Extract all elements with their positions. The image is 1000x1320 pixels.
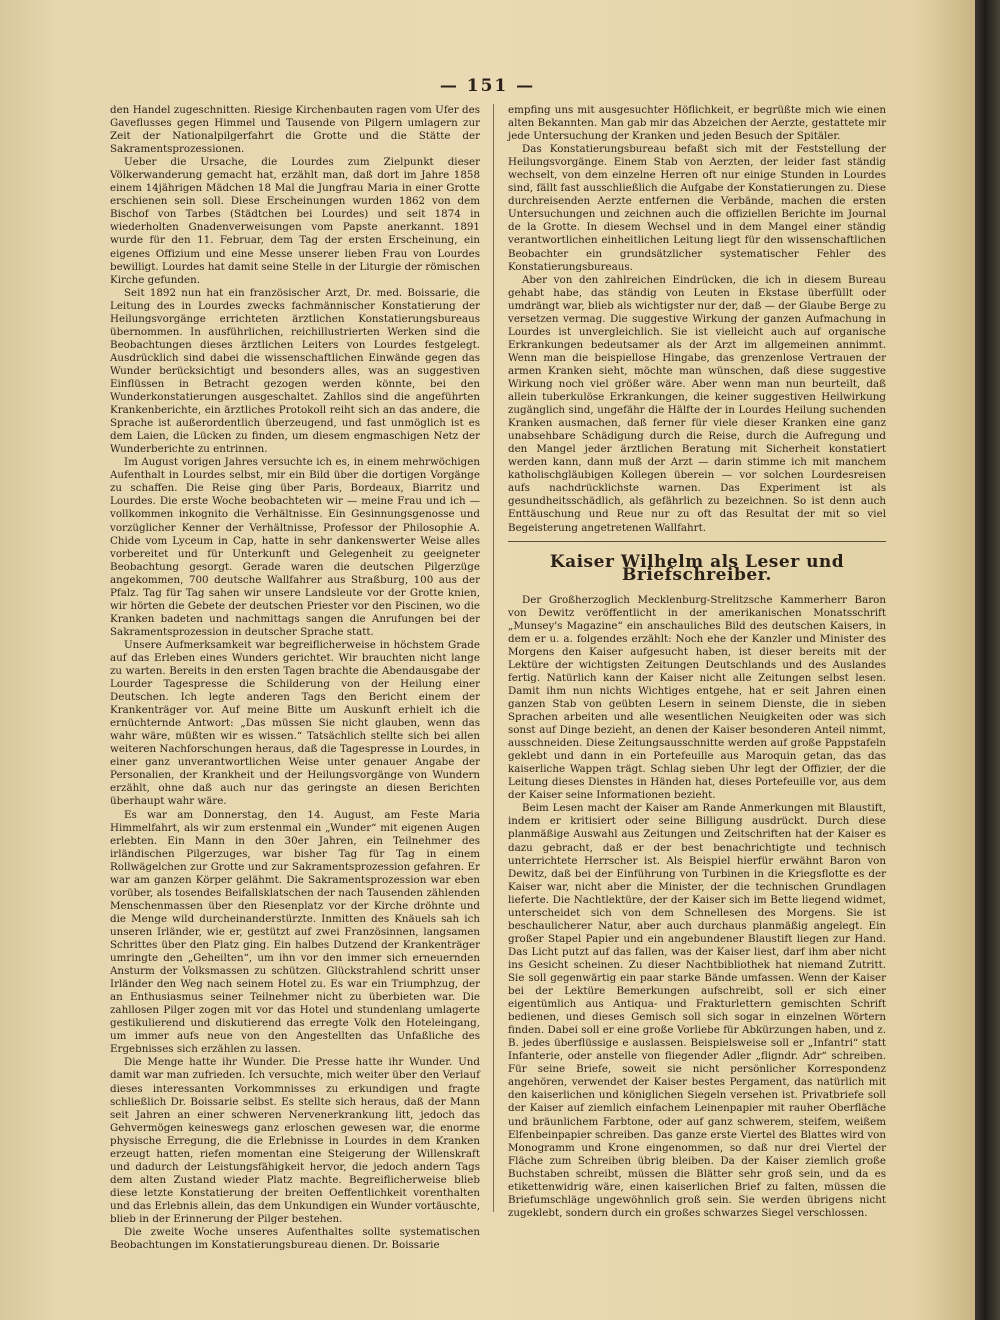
- section-divider: [508, 541, 886, 542]
- paragraph: Seit 1892 nun hat ein französischer Arzt, Dr. med. Boissarie, die Leitung des in Lourdes zwecks fachmännischer Konstatierung der Heilungsvorgänge errichteten ärztlichen Konstatierungsbureaus übernommen. In ausführlichen, reichillustrierten Werken sind die Beobachtungen dieses ärztlichen Leiters von Lourdes festgelegt. Ausdrücklich sind dabei die wissenschaftlichen Einwände gegen das Wunder berücksichtigt und besonders alles, was an suggestiven Einflüssen in Betracht gezogen werden könnte, bei den Wunderkonstatierungen ausgeschaltet. Zahllos sind die angeführten Krankenberichte, ein ärztliches Protokoll reiht sich an das andere, die Sprache ist außerordentlich überzeugend, und fast unmöglich ist es dem Laien, die Lücken zu finden, um diesem engmaschigen Netz der Wunderberichte zu entrinnen.: [110, 286, 480, 456]
- paragraph: Beim Lesen macht der Kaiser am Rande Anmerkungen mit Blaustift, indem er kritisiert oder seine Billigung ausdrückt. Durch diese planmäßige Auswahl aus Zeitungen und Zeitschriften hat der Kaiser es dazu gebracht, daß er der best benachrichtigte und technisch unterrichtete Herrscher ist. Als Beispiel hierfür erwähnt Baron von Dewitz, daß bei der Einführung von Turbinen in die Kriegsflotte es der Kaiser war, nicht aber die Minister, der die technischen Grundlagen lieferte. Die Nachtlektüre, der der Kaiser sich im Bette liegend widmet, unterscheidet sich von dem Schnellesen des Morgens. Sie ist beschaulicherer Natur, aber auch durchaus planmäßig angelegt. Ein großer Stapel Papier und ein angebundener Blaustift liegen zur Hand. Das Licht putzt auf das fallen, was der Kaiser liest, darf ihm aber nicht ins Gesicht scheinen. Zu dieser Nachtbibliothek hat niemand Zutritt. Sie soll gegenwärtig ein paar starke Bände umfassen. Wenn der Kaiser bei der Lektüre Bemerkungen aufschreibt, soll er sich einer eigentümlich aus Antiqua- und Frakturlettern gemischten Schrift bedienen, und dieses Gemisch soll sich sogar in einzelnen Wörtern finden. Dabei soll er eine große Vorliebe für Abkürzungen haben, und z. B. jedes überflüssige e auslassen. Beispielsweise soll er „Infantri“ statt Infanterie, oder anstelle von fliegender Adler „fligndr. Adr“ schreiben. Für seine Briefe, soweit sie nicht persönlicher Korrespondenz angehören, verwendet der Kaiser bestes Pergament, das natürlich mit den kaiserlichen und königlichen Siegeln versehen ist. Privatbriefe soll der Kaiser auf ziemlich einfachem Leinenpapier mit rauher Oberfläche und bräunlichem Farbtone, oder auf ganz schwerem, steifem, weißem Elfenbeinpapier schreiben. Das ganze erste Viertel des Blattes wird von Monogramm und Krone eingenommen, so daß nur drei Viertel der Fläche zum Schreiben übrig bleiben. Da der Kaiser ziemlich große Buchstaben schreibt, müssen die Blätter sehr groß sein, und da es etikettenwidrig wäre, einen kaiserlichen Brief zu falten, müssen die Briefumschläge ungewöhnlich groß sein. Sie werden übrigens nicht zugeklebt, sondern durch ein großes schwarzes Siegel verschlossen.: [508, 802, 886, 1219]
- page-number: — 151 —: [439, 76, 536, 96]
- left-column: [110, 104, 480, 1252]
- paragraph: Im August vorigen Jahres versuchte ich es, in einem mehrwöchigen Aufenthalt in Lourdes selbst, mir ein Bild über die dortigen Vorgänge zu schaffen. Die Reise ging über Paris, Bordeaux, Biarritz und Lourdes. Die erste Woche beobachteten wir — meine Frau und ich — vollkommen inkognito die Verhältnisse. Ein Gesinnungsgenosse und vorzüglicher Kenner der Verhältnisse, Professor der Philosophie A. Chide vom Lyceum in Cap, hatte in sehr dankenswerter Weise alles vorbereitet und für Unterkunft und Gelegenheit zu geeigneter Beobachtung gesorgt. Gerade waren die deutschen Pilgerzüge angekommen, 700 deutsche Wallfahrer aus Straßburg, 100 aus der Pfalz. Tag für Tag sahen wir unsere Landsleute vor der Grotte knien, wir hörten die Gebete der deutschen Priester vor den Piscinen, wo die Kranken badeten und nachmittags sangen die Anrufungen bei der Sakramentsprozession in deutscher Sprache statt.: [110, 456, 480, 638]
- paragraph: den Handel zugeschnitten. Riesige Kirchenbauten ragen vom Ufer des Gaveflusses gegen Himmel und Tausende von Pilgern umlagern zur Zeit der Nationalpilgerfahrt die Grotte und die Stätte der Sakramentsprozessionen.: [110, 104, 480, 156]
- binding-edge: [975, 0, 1000, 1320]
- paragraph: Es war am Donnerstag, den 14. August, am Feste Maria Himmelfahrt, als wir zum erstenmal ein „Wunder“ mit eigenen Augen erlebten. Ein Mann in den 30er Jahren, ein Teilnehmer des irländischen Pilgerzuges, war bisher Tag für Tag in einem Rollwägelchen zur Grotte und zur Sakramentsprozession gefahren. Er war am ganzen Körper gelähmt. Die Sakramentsprozession war eben vorüber, als tosendes Beifallsklatschen der nach Tausenden zählenden Menschenmassen über den Riesenplatz vor der Kirche dröhnte und die Menge wild durcheinanderstürzte. Inmitten des Knäuels sah ich unseren Irländer, wie er, gestützt auf zwei Französinnen, langsamen Schrittes über den Platz ging. Ein halbes Dutzend der Krankenträger umringte den „Geheilten“, um ihn vor den immer sich erneuernden Ansturm der Volksmassen zu schützen. Glückstrahlend schritt unser Irländer den Weg nach seinem Hotel zu. Es war ein Triumphzug, der an Enthusiasmus seiner Teilnehmer nicht zu überbieten war. Die zahllosen Pilger zogen mit vor das Hotel und stundenlang umlagerte gestikulierend und diskutierend das erregte Volk den Hoteleingang, um immer aufs neue von den Angestellten das Unfaßliche des Ergebnisses sich erzählen zu lassen.: [110, 808, 480, 1056]
- paragraph: Ueber die Ursache, die Lourdes zum Zielpunkt dieser Völkerwanderung gemacht hat, erzählt man, daß dort im Jahre 1858 einem 14jährigen Mädchen 18 Mal die Jungfrau Maria in einer Grotte erschienen sein soll. Diese Erscheinungen wurden 1862 von dem Bischof von Tarbes (Städtchen bei Lourdes) und seit 1874 in wiederholten Gnadenverweisungen vom Papste anerkannt. 1891 wurde für den 11. Februar, dem Tag der ersten Erscheinung, ein eigenes Offizium und eine Messe unserer lieben Frau von Lourdes bewilligt. Lourdes hat damit seine Stelle in der Liturgie der römischen Kirche gefunden.: [110, 156, 480, 286]
- article-heading: Kaiser Wilhelm als Leser und Briefschreiber.: [549, 551, 845, 585]
- right-column: [508, 104, 886, 1220]
- paragraph: Die Menge hatte ihr Wunder. Die Presse hatte ihr Wunder. Und damit war man zufrieden. Ich versuchte, mich weiter über den Verlauf dieses interessanten Vorkommnisses zu erkundigen und fragte schließlich Dr. Boissarie selbst. Es stellte sich heraus, daß der Mann seit Jahren an einer schweren Nervenerkrankung litt, jedoch das Gehvermögen keineswegs ganz erloschen gewesen war, die enorme physische Erregung, die die Erlebnisse in Lourdes in dem Kranken erzeugt hatten, riefen momentan eine Steigerung der Willenskraft und dadurch der Leistungsfähigkeit hervor, die jedoch andern Tags dem alten Zustand wieder Platz machte. Begreiflicherweise blieb diese letzte Konstatierung der breiten Oeffentlichkeit vorenthalten und das Erlebnis allein, das dem Unkundigen ein Wunder vortäuschte, blieb in der Erinnerung der Pilger bestehen.: [110, 1056, 480, 1225]
- paragraph: Der Großherzoglich Mecklenburg-Strelitzsche Kammerherr Baron von Dewitz veröffentlicht in der amerikanischen Monatsschrift „Munsey's Magazine“ ein anschauliches Bild des deutschen Kaisers, in dem er u. a. folgendes erzählt: Noch ehe der Kanzler und Minister des Morgens den Kaiser aufgesucht haben, ist dieser bereits mit der Lektüre der wichtigsten Zeitungen Deutschlands und des Auslandes fertig. Natürlich kann der Kaiser nicht alle Zeitungen selbst lesen. Damit ihm nun nichts Wichtiges entgehe, hat er seit Jahren einen ganzen Stab von geübten Lesern in seinem Dienste, die in sieben Sprachen arbeiten und alle wesentlichen Neuigkeiten oder was sich sonst auf Dinge bezieht, an denen der Kaiser besonderen Anteil nimmt, ausschneiden. Diese Zeitungsausschnitte werden auf große Pappstafeln geklebt und dann in ein Portefeuille aus Maroquin getan, das das kaiserliche Wappen trägt. Schlag sieben Uhr legt der Offizier, der die Leitung dieses Dienstes in Händen hat, dieses Portefeuille vor, aus dem der Kaiser seine Informationen bezieht.: [508, 593, 886, 802]
- paragraph: Aber von den zahlreichen Eindrücken, die ich in diesem Bureau gehabt habe, das ständig von Leuten in Ekstase überfüllt oder umdrängt war, blieb als wichtigster nur der, daß — der Glaube Berge zu versetzen vermag. Die suggestive Wirkung der ganzen Aufmachung in Lourdes ist unvergleichlich. Sie ist vielleicht auch auf organische Erkrankungen bedeutsamer als der Arzt im allgemeinen annimmt. Wenn man die beispiellose Hingabe, das grenzenlose Vertrauen der armen Kranken sieht, möchte man wünschen, daß diese suggestive Wirkung noch viel größer wäre. Aber wenn man nun beurteilt, daß allein tuberkulöse Erkrankungen, die keiner suggestiven Heilwirkung zugänglich sind, ungefähr die Hälfte der in Lourdes Heilung suchenden Kranken ausmachen, daß ferner für viele dieser Kranken eine ganz unabsehbare Schädigung durch die Reise, durch die Aufregung und den Mangel jeder ärztlichen Beratung mit Sicherheit konstatiert werden kann, dann muß der Arzt — darin stimme ich mit manchem katholischgläubigen Kollegen überein — vor solchen Lourdesreisen aufs nachdrücklichste warnen. Das Experiment ist als gesundheitsschädlich, als gefährlich zu bezeichnen. So ist denn auch Enttäuschung und Reue nur zu oft das Resultat der mit so viel Begeisterung angetretenen Wallfahrt.: [508, 273, 886, 534]
- paragraph: Die zweite Woche unseres Aufenthaltes sollte systematischen Beobachtungen im Konstatierungsbureau dienen. Dr. Boissarie: [110, 1226, 480, 1252]
- column-divider: [493, 104, 494, 1212]
- paragraph: empfing uns mit ausgesuchter Höflichkeit, er begrüßte mich wie einen alten Bekannten. Man gab mir das Abzeichen der Aerzte, gestattete mir jede Untersuchung der Kranken und jeden Besuch der Spitäler.: [508, 104, 886, 143]
- paragraph: Das Konstatierungsbureau befaßt sich mit der Feststellung der Heilungsvorgänge. Einem Stab von Aerzten, der leider fast ständig wechselt, von dem einzelne Herren oft nur einige Stunden in Lourdes sind, fällt fast ausschließlich die Aufgabe der Konstatierungen zu. Diese durchreisenden Aerzte entfernen die Verbände, machen die ersten Untersuchungen und zeichnen auch die offiziellen Berichte im Journal de la Grotte. In diesem Wechsel und in dem Mangel einer ständig verantwortlichen einheitlichen Leitung liegt für den wissenschaftlichen Beobachter ein grundsätzlicher systematischer Fehler des Konstatierungsbureaus.: [508, 143, 886, 273]
- paragraph: Unsere Aufmerksamkeit war begreiflicherweise in höchstem Grade auf das Erleben eines Wunders gerichtet. Wir brauchten nicht lange zu warten. Bereits in den ersten Tagen brachte die Abendausgabe der Lourder Tagespresse die Schilderung von der Heilung einer Deutschen. Ich legte anderen Tags den Bericht einem der Krankenträger vor. Auf meine Bitte um Auskunft erhielt ich die ernüchternde Antwort: „Das müssen Sie nicht glauben, wenn das wahr wäre, müßten wir es wissen.“ Tatsächlich stellte sich bei allen weiteren Nachforschungen heraus, daß die Tagespresse in Lourdes, in einer ganz unverantwortlichen Weise unter genauer Angabe der Personalien, der Krankheit und der Heilungsvorgänge von Wundern erzählt, ohne daß auch nur das geringste an diesen Berichten überhaupt wahr wäre.: [110, 638, 480, 808]
